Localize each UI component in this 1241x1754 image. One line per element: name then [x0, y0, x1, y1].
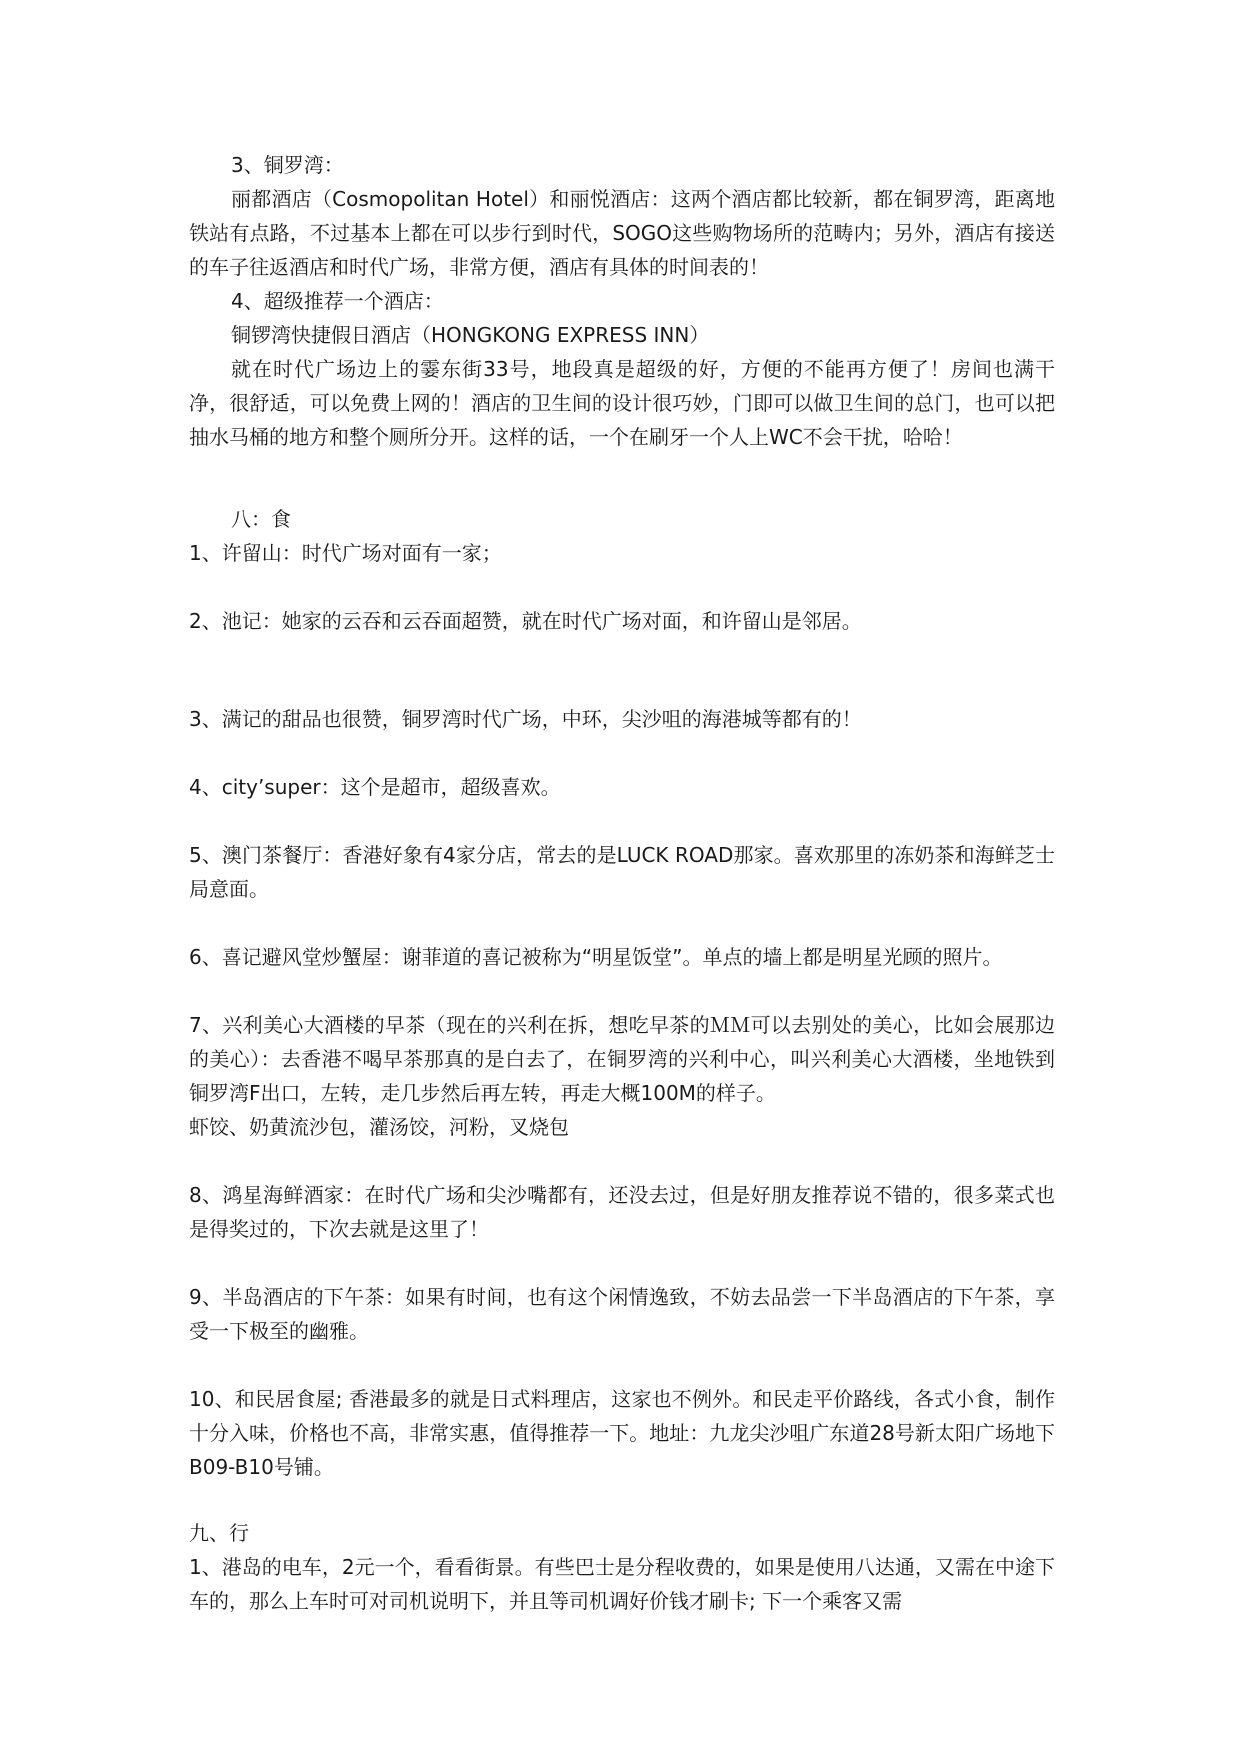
food-item-6: 6、喜记避风堂炒蟹屋：谢菲道的喜记被称为“明星饭堂”。单点的墙上都是明星光顾的照片。	[189, 945, 1003, 969]
food-item-5: 5、澳门茶餐厅：香港好象有4家分店，常去的是LUCK ROAD那家。喜欢那里的冻奶茶和海鲜芝士局意面。	[189, 843, 1055, 901]
causeway-bay-heading: 3、铜罗湾：	[231, 153, 344, 177]
food-item-7: 7、兴利美心大酒楼的早茶（现在的兴利在拆，想吃早茶的ＭＭ可以去别处的美心，比如会展那边的美心）：去香港不喝早茶那真的是白去了，在铜罗湾的兴利中心，叫兴利美心大酒楼，坐地铁到铜罗湾F出口，左转，走几步然后再左转，再走大概100M的样子。	[189, 1013, 1055, 1105]
transport-section-heading: 九、行	[189, 1521, 249, 1545]
transport-item-1: 1、港岛的电车，2元一个，看看街景。有些巴士是分程收费的，如果是使用八达通，又需在中途下车的，那么上车时可对司机说明下，并且等司机调好价钱才刷卡; 下一个乘客又需	[189, 1555, 1055, 1613]
causeway-bay-paragraph: 丽都酒店（Cosmopolitan Hotel）和丽悦酒店：这两个酒店都比较新，都在铜罗湾，距离地铁站有点路，不过基本上都在可以步行到时代，SOGO这些购物场所的范畴内；另外，酒店有接送的车子往返酒店和时代广场，非常方便，酒店有具体的时间表的！	[189, 187, 1055, 279]
food-item-3: 3、满记的甜品也很赞，铜罗湾时代广场，中环，尖沙咀的海港城等都有的！	[189, 707, 862, 731]
food-section-heading: 八：食	[231, 507, 291, 531]
food-item-4: 4、city’super：这个是超市，超级喜欢。	[189, 775, 561, 799]
food-item-8: 8、鸿星海鲜酒家：在时代广场和尖沙嘴都有，还没去过，但是好朋友推荐说不错的，很多菜式也是得奖过的，下次去就是这里了！	[189, 1183, 1055, 1241]
food-item-1: 1、许留山：时代广场对面有一家；	[189, 541, 502, 565]
recommend-paragraph: 就在时代广场边上的霎东街33号，地段真是超级的好，方便的不能再方便了！房间也满干净，很舒适，可以免费上网的！酒店的卫生间的设计很巧妙，门即可以做卫生间的总门，也可以把抽水马桶的地方和整个厕所分开。这样的话，一个在刷牙一个人上WC不会干扰，哈哈！	[189, 357, 1055, 449]
food-item-10: 10、和民居食屋; 香港最多的就是日式料理店，这家也不例外。和民走平价路线，各式小食，制作十分入味，价格也不高，非常实惠，值得推荐一下。地址：九龙尖沙咀广东道28号新太阳广场地下B09-B10号铺。	[189, 1387, 1055, 1479]
recommend-hotel-name: 铜锣湾快捷假日酒店（HONGKONG EXPRESS INN）	[231, 323, 710, 347]
food-item-9: 9、半岛酒店的下午茶：如果有时间，也有这个闲情逸致，不妨去品尝一下半岛酒店的下午茶，享受一下极至的幽雅。	[189, 1285, 1055, 1343]
document-body	[189, 148, 1055, 1618]
food-item-2: 2、池记：她家的云吞和云吞面超赞，就在时代广场对面，和许留山是邻居。	[189, 609, 862, 633]
dimsum-list: 虾饺、奶黄流沙包，灌汤饺，河粉，叉烧包	[189, 1115, 569, 1139]
recommend-heading: 4、超级推荐一个酒店：	[231, 289, 444, 313]
